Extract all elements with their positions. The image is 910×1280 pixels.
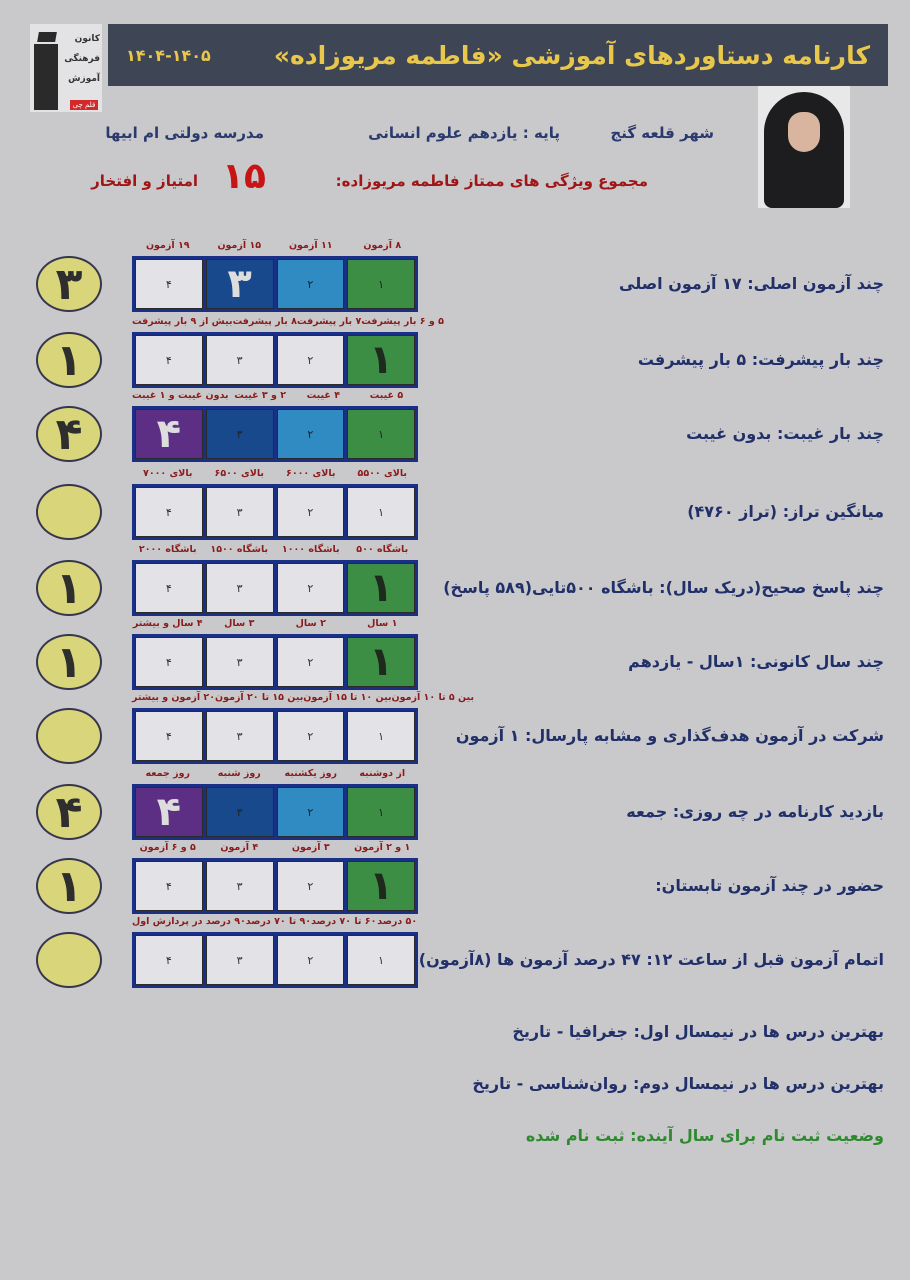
range-label: ۳ آزمون <box>291 842 330 853</box>
level-cell: ۲ <box>277 637 345 687</box>
row-score-badge: ۱ <box>36 634 102 690</box>
range-label: بین ۵ تا ۱۰ آزمون <box>391 692 475 703</box>
level-boxes <box>132 784 418 840</box>
level-boxes <box>132 256 418 312</box>
level-cell: ۱ <box>347 335 415 385</box>
level-boxes <box>132 634 418 690</box>
student-city: شهر قلعه گنج <box>610 124 714 142</box>
level-cell: ۴ <box>135 259 203 309</box>
range-label: ۵ و ۶ بار پیشرفت <box>361 316 444 327</box>
row-range-labels <box>132 692 475 703</box>
level-boxes <box>132 560 418 616</box>
level-cell: ۳ <box>206 487 274 537</box>
range-label: ۵ غیبت <box>369 390 404 401</box>
row-score-badge <box>36 484 102 540</box>
level-cell: ۲ <box>277 563 345 613</box>
range-label: بیش از ۹ بار پیشرفت <box>132 316 233 327</box>
level-cell: ۴ <box>135 935 203 985</box>
range-label: ۸ آزمون <box>363 240 402 251</box>
level-cell: ۱ <box>347 487 415 537</box>
logo-tag: قلم چی <box>70 100 98 110</box>
row-range-labels <box>132 544 418 555</box>
level-boxes <box>132 484 418 540</box>
range-label: ۱۱ آزمون <box>288 240 333 251</box>
report-title: کارنامه دستاوردهای آموزشی «فاطمه مریوزاده» <box>273 40 870 70</box>
row-score-badge: ۴ <box>36 784 102 840</box>
range-label: ۲ و ۳ غیبت <box>234 390 287 401</box>
range-label: ۵ و ۶ آزمون <box>139 842 196 853</box>
level-cell: ۴ <box>135 409 203 459</box>
level-cell: ۳ <box>206 637 274 687</box>
row-range-labels <box>132 916 418 927</box>
level-cell: ۲ <box>277 487 345 537</box>
level-cell: ۳ <box>206 409 274 459</box>
row-range-labels <box>132 842 418 853</box>
range-label: باشگاه ۱۰۰۰ <box>281 544 340 555</box>
row-score-badge: ۱ <box>36 858 102 914</box>
range-label: باشگاه ۵۰۰ <box>356 544 409 555</box>
row-score-badge: ۴ <box>36 406 102 462</box>
score-label: امتیاز و افتخار <box>91 172 198 190</box>
total-score: ۱۵ <box>222 156 266 197</box>
row-question: حضور در چند آزمون تابستان: <box>655 876 884 895</box>
row-question: چند آزمون اصلی: ۱۷ آزمون اصلی <box>619 274 884 293</box>
row-score-badge: ۳ <box>36 256 102 312</box>
level-cell: ۱ <box>347 787 415 837</box>
range-label: بین ۱۰ تا ۱۵ آزمون <box>303 692 392 703</box>
level-cell: ۳ <box>206 935 274 985</box>
row-question: چند بار پیشرفت: ۵ بار پیشرفت <box>637 350 884 369</box>
logo-line: آموزش <box>68 74 100 84</box>
level-cell: ۳ <box>206 787 274 837</box>
level-boxes <box>132 858 418 914</box>
range-label: روز جمعه <box>145 768 190 779</box>
level-cell: ۲ <box>277 787 345 837</box>
logo-line: فرهنگی <box>64 54 100 64</box>
range-label: ۱ و ۲ آزمون <box>354 842 411 853</box>
row-range-labels <box>132 618 418 629</box>
range-label: ۹۰ درصد در پردازش اول <box>132 916 246 927</box>
row-score-badge: ۱ <box>36 560 102 616</box>
row-range-labels <box>132 468 418 479</box>
range-label: ۲ سال <box>295 618 326 629</box>
level-cell: ۴ <box>135 711 203 761</box>
level-cell: ۴ <box>135 335 203 385</box>
level-cell: ۴ <box>135 563 203 613</box>
level-boxes <box>132 708 418 764</box>
row-question: اتمام آزمون قبل از ساعت ۱۲: ۴۷ درصد آزمون ها (۸آزمون) <box>418 950 884 969</box>
level-cell: ۱ <box>347 563 415 613</box>
level-cell: ۴ <box>135 861 203 911</box>
level-cell: ۴ <box>135 637 203 687</box>
level-cell: ۴ <box>135 787 203 837</box>
academic-year: ۱۴۰۴-۱۴۰۵ <box>126 45 211 65</box>
level-cell: ۱ <box>347 861 415 911</box>
range-label: ۷ بار پیشرفت <box>296 316 362 327</box>
level-cell: ۳ <box>206 563 274 613</box>
level-cell: ۲ <box>277 935 345 985</box>
kanoon-logo <box>30 24 102 112</box>
best-subjects-first-half: بهترین درس ها در نیمسال اول: جغرافیا - تاریخ <box>512 1022 884 1041</box>
range-label: بالای ۵۵۰۰ <box>357 468 407 479</box>
range-label: ۲۰ آزمون و بیشتر <box>132 692 216 703</box>
row-score-badge <box>36 708 102 764</box>
range-label: بالای ۶۰۰۰ <box>286 468 336 479</box>
title-bar <box>108 24 888 86</box>
range-label: ۸ بار پیشرفت <box>232 316 297 327</box>
student-school: مدرسه دولتی ام ابیها <box>105 124 264 142</box>
level-cell: ۳ <box>206 335 274 385</box>
range-label: ۴ سال و بیشتر <box>132 618 203 629</box>
level-cell: ۳ <box>206 711 274 761</box>
row-score-badge <box>36 932 102 988</box>
range-label: ۹۰ تا ۷۰ درصد <box>245 916 312 927</box>
range-label: ۳ سال <box>224 618 255 629</box>
row-range-labels <box>132 768 418 779</box>
range-label: ۱ سال <box>367 618 398 629</box>
best-subjects-second-half: بهترین درس ها در نیمسال دوم: روان‌شناسی - تاریخ <box>472 1074 884 1093</box>
level-boxes <box>132 332 418 388</box>
row-range-labels <box>132 240 418 251</box>
range-label: ۴ غیبت <box>306 390 341 401</box>
level-cell: ۲ <box>277 861 345 911</box>
level-cell: ۴ <box>135 487 203 537</box>
level-cell: ۱ <box>347 711 415 761</box>
row-question: چند پاسخ صحیح(دریک سال): باشگاه ۵۰۰تایی(۵۸۹ پاسخ) <box>443 578 884 597</box>
level-cell: ۲ <box>277 711 345 761</box>
range-label: باشگاه ۲۰۰۰ <box>138 544 197 555</box>
level-cell: ۱ <box>347 409 415 459</box>
features-label: مجموع ویژگی های ممتاز فاطمه مریوزاده: <box>335 172 648 190</box>
registration-status: وضعیت ثبت نام برای سال آینده: ثبت نام شده <box>525 1126 884 1145</box>
row-question: چند سال کانونی: ۱سال - یازدهم <box>628 652 884 671</box>
row-score-badge: ۱ <box>36 332 102 388</box>
level-cell: ۲ <box>277 409 345 459</box>
range-label: باشگاه ۱۵۰۰ <box>210 544 269 555</box>
range-label: روز یکشنبه <box>284 768 337 779</box>
row-question: بازدید کارنامه در چه روزی: جمعه <box>626 802 884 821</box>
range-label: بالای ۶۵۰۰ <box>214 468 264 479</box>
row-question: شرکت در آزمون هدف‌گذاری و مشابه پارسال: ۱ آزمون <box>455 726 884 745</box>
range-label: بدون غیبت و ۱ غیبت <box>132 390 229 401</box>
row-range-labels <box>132 316 444 327</box>
level-cell: ۲ <box>277 259 345 309</box>
level-boxes <box>132 406 418 462</box>
level-cell: ۳ <box>206 259 274 309</box>
row-question: میانگین تراز: (تراز ۴۷۶۰) <box>687 502 884 521</box>
level-cell: ۲ <box>277 335 345 385</box>
range-label: بین ۱۵ تا ۲۰ آزمون <box>215 692 304 703</box>
level-cell: ۳ <box>206 861 274 911</box>
row-question: چند بار غیبت: بدون غیبت <box>686 424 884 443</box>
range-label: ۶۰ تا ۷۰ درصد <box>311 916 377 927</box>
student-grade: پایه : یازدهم علوم انسانی <box>368 124 560 142</box>
range-label: ۵۰ درصد <box>377 916 418 927</box>
row-range-labels <box>132 390 418 401</box>
level-cell: ۱ <box>347 259 415 309</box>
range-label: ۴ آزمون <box>220 842 259 853</box>
level-cell: ۱ <box>347 935 415 985</box>
range-label: ۱۹ آزمون <box>145 240 190 251</box>
level-cell: ۱ <box>347 637 415 687</box>
student-photo <box>758 86 850 208</box>
level-boxes <box>132 932 418 988</box>
range-label: ۱۵ آزمون <box>217 240 262 251</box>
range-label: روز شنبه <box>217 768 261 779</box>
logo-line: کانون <box>74 34 100 44</box>
range-label: از دوشنبه <box>359 768 406 779</box>
range-label: بالای ۷۰۰۰ <box>143 468 193 479</box>
